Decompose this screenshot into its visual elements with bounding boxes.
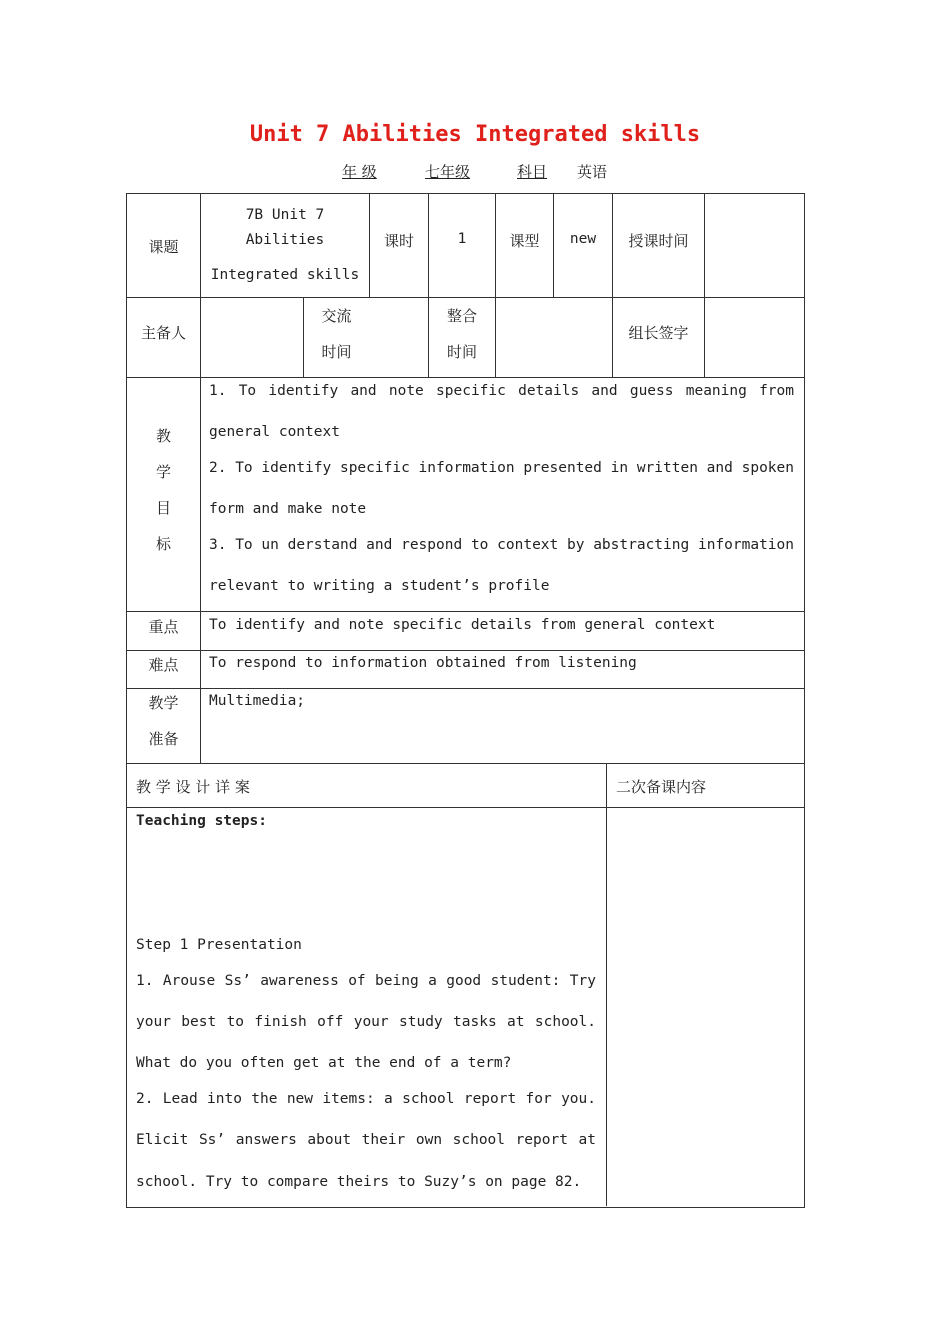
key-point-label: 重点 bbox=[148, 618, 179, 636]
row-divider bbox=[126, 297, 804, 298]
subtitle-subject-label: 科目 bbox=[517, 163, 548, 181]
objectives-label-char: 教 bbox=[155, 427, 171, 445]
step-1-item-1-line-2: your best to finish off your study tasks at school. bbox=[136, 1014, 596, 1030]
integrate-time-label-1: 整合 bbox=[446, 307, 477, 325]
objectives-label-char: 目 bbox=[155, 499, 171, 517]
teaching-steps-heading: Teaching steps: bbox=[136, 813, 267, 829]
step-1-title: Step 1 Presentation bbox=[136, 937, 302, 953]
step-1-item-1-line-3: What do you often get at the end of a term? bbox=[136, 1055, 512, 1071]
topic-line-3: Integrated skills bbox=[210, 267, 360, 283]
page-title: Unit 7 Abilities Integrated skills bbox=[249, 122, 701, 147]
objective-2-line-2: form and make note bbox=[209, 501, 367, 517]
difficulty-label: 难点 bbox=[148, 656, 179, 674]
key-point-value: To identify and note specific details from general context bbox=[209, 617, 716, 633]
objective-2-line-1: 2. To identify specific information presented in written and spoken bbox=[209, 460, 794, 476]
period-value: 1 bbox=[457, 231, 467, 247]
row-divider bbox=[126, 650, 804, 651]
row-divider bbox=[126, 807, 804, 808]
subtitle-grade-value: 七年级 bbox=[425, 163, 471, 181]
col-divider bbox=[612, 193, 613, 377]
preparation-label-2: 准备 bbox=[148, 730, 179, 748]
leader-signature-label: 组长签字 bbox=[628, 324, 689, 342]
exchange-time-label-2: 时间 bbox=[321, 343, 352, 361]
design-header-right: 二次备课内容 bbox=[616, 778, 707, 796]
step-1-item-2-line-1: 2. Lead into the new items: a school report for you. bbox=[136, 1091, 596, 1107]
type-label: 课型 bbox=[509, 232, 540, 250]
subtitle-subject-value: 英语 bbox=[577, 163, 608, 181]
difficulty-value: To respond to information obtained from listening bbox=[209, 655, 637, 671]
objective-3-line-2: relevant to writing a student’s profile bbox=[209, 578, 550, 594]
preparer-label: 主备人 bbox=[140, 324, 186, 342]
topic-label: 课题 bbox=[148, 238, 179, 256]
integrate-time-label-2: 时间 bbox=[446, 343, 477, 361]
preparation-label-1: 教学 bbox=[148, 694, 179, 712]
period-label: 课时 bbox=[383, 232, 414, 250]
objectives-label-char: 标 bbox=[155, 535, 171, 553]
design-header-left: 教 学 设 计 详 案 bbox=[136, 778, 250, 796]
row-divider bbox=[126, 688, 804, 689]
row-divider bbox=[126, 611, 804, 612]
row-divider bbox=[126, 763, 804, 764]
objective-1-line-1: 1. To identify and note specific details and guess meaning from bbox=[209, 383, 794, 399]
step-1-item-1-line-1: 1. Arouse Ss’ awareness of being a good student: Try bbox=[136, 973, 596, 989]
step-1-item-2-line-3: school. Try to compare theirs to Suzy’s on page 82. bbox=[136, 1174, 582, 1190]
exchange-time-label-1: 交流 bbox=[321, 307, 352, 325]
preparation-value: Multimedia; bbox=[209, 693, 306, 709]
subtitle-grade-label: 年 级 bbox=[342, 163, 377, 181]
topic-line-2: Abilities bbox=[245, 232, 325, 248]
type-value: new bbox=[569, 231, 597, 247]
objectives-label-char: 学 bbox=[155, 463, 171, 481]
objective-1-line-2: general context bbox=[209, 424, 340, 440]
objective-3-line-1: 3. To un derstand and respond to context by abstracting information bbox=[209, 537, 794, 553]
step-1-item-2-line-2: Elicit Ss’ answers about their own school report at bbox=[136, 1132, 596, 1148]
col-divider bbox=[606, 763, 607, 1206]
col-divider bbox=[704, 193, 705, 377]
teaching-time-label: 授课时间 bbox=[628, 232, 689, 250]
topic-line-1: 7B Unit 7 bbox=[245, 207, 325, 223]
